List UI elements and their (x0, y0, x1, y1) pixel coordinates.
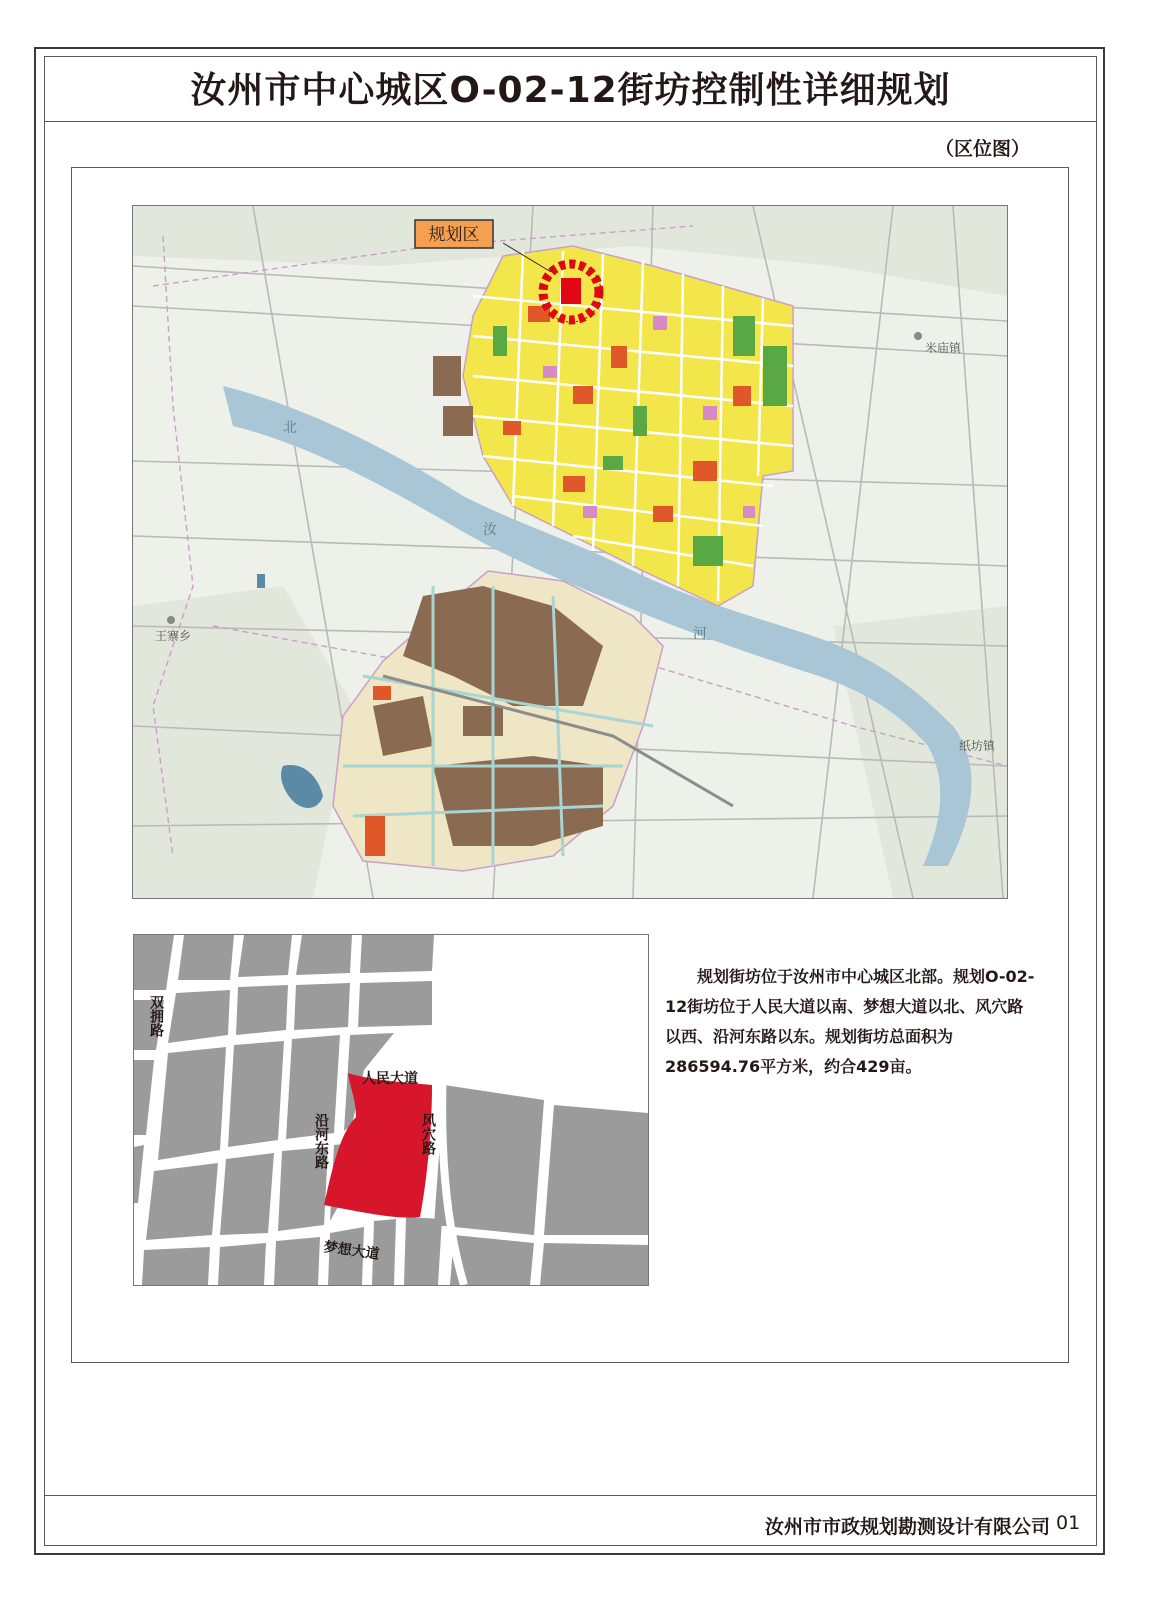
footer-divider (44, 1495, 1097, 1496)
title-divider (44, 121, 1097, 122)
road-label-yanhe: 沿河东路 (313, 1113, 329, 1169)
road-label-renmin: 人民大道 (362, 1071, 418, 1087)
wangzhai-dot (167, 616, 175, 624)
river-label-he: 河 (693, 626, 707, 642)
location-map-svg (133, 206, 1007, 898)
page-subtitle: （区位图） (934, 138, 1030, 160)
page-number: 01 (1056, 1512, 1081, 1534)
river-label-bei: 北 (283, 420, 297, 436)
place-label-zhifang: 纸坊镇 (959, 739, 996, 753)
site-highlight (561, 278, 581, 304)
description-text: 规划街坊位于汝州市中心城区北部。规划O-02-12街坊位于人民大道以南、梦想大道以北、风穴路以西、沿河东路以东。规划街坊总面积为286594.76平方米，约合429亩。 (665, 967, 1035, 1076)
company-name: 汝州市市政规划勘测设计有限公司 (764, 1516, 1050, 1538)
place-label-mimiao: 米庙镇 (925, 341, 962, 355)
inset-map (133, 934, 649, 1286)
river-label-ru: 汝 (483, 522, 497, 538)
road-label-fengxue: 风穴路 (420, 1113, 436, 1155)
inset-map-svg (134, 935, 648, 1285)
mimiao-dot (914, 332, 922, 340)
location-map (132, 205, 1008, 899)
callout-label: 规划区 (428, 225, 480, 245)
page-title: 汝州市中心城区O-02-12街坊控制性详细规划 (190, 70, 951, 111)
place-label-wangzhai: 王寨乡 (155, 629, 192, 643)
road-label-shuangyong: 双拥路 (148, 995, 164, 1037)
road-label-mengxiang: 梦想大道 (322, 1239, 381, 1263)
description (665, 962, 1035, 1082)
